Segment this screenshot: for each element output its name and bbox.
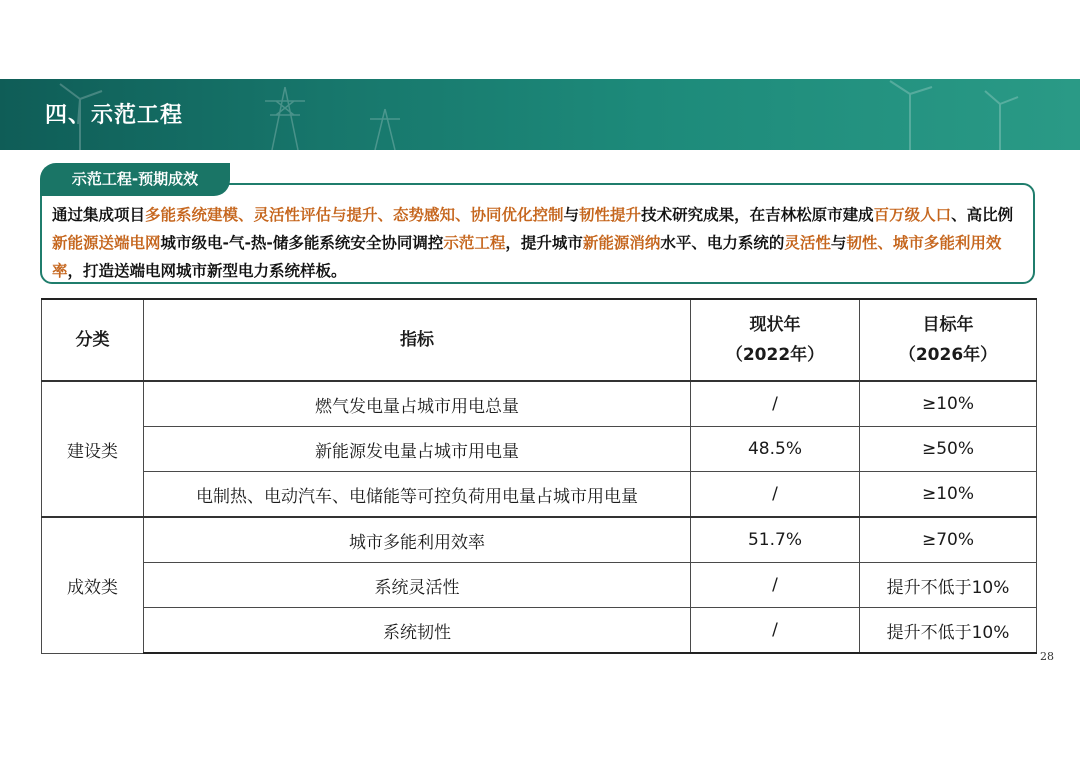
highlight-text: 示范工程 — [443, 234, 506, 252]
current-value-cell: 48.5% — [691, 427, 860, 472]
summary-segment: ，提升城市 — [505, 234, 583, 252]
highlight-text: 灵活性 — [784, 234, 831, 252]
summary-segment: 通过集成项目 — [52, 206, 146, 224]
header-target-label: 目标年 — [922, 315, 974, 335]
current-value-cell: / — [691, 472, 860, 518]
table-row — [42, 563, 1037, 608]
current-value-cell: / — [691, 381, 860, 427]
header-target-year: （2026年） — [898, 345, 998, 365]
current-value-cell: 51.7% — [691, 517, 860, 563]
summary-segment: 与 — [563, 206, 580, 224]
table-header-row — [42, 299, 1037, 381]
power-tower-icon — [360, 79, 410, 150]
indicator-cell: 电制热、电动汽车、电储能等可控负荷用电量占城市用电量 — [144, 472, 691, 518]
summary-segment: 与 — [830, 234, 847, 252]
highlight-text: 多能系统建模、灵活性评估与提升、态势感知、协同优化控制 — [145, 206, 564, 224]
indicator-cell: 系统韧性 — [144, 608, 691, 654]
table-row — [42, 517, 1037, 563]
target-value-cell: ≥50% — [860, 427, 1037, 472]
power-tower-icon — [250, 79, 320, 150]
highlight-text: 韧性提升 — [579, 206, 642, 224]
summary-tag: 示范工程-预期成效 — [40, 163, 230, 196]
indicator-cell: 燃气发电量占城市用电总量 — [144, 381, 691, 427]
highlight-text: 新能源送端电网 — [52, 234, 161, 252]
wind-turbine-icon — [850, 79, 1050, 150]
target-value-cell: ≥10% — [860, 472, 1037, 518]
current-value-cell: / — [691, 608, 860, 654]
target-value-cell: 提升不低于10% — [860, 608, 1037, 654]
target-value-cell: 提升不低于10% — [860, 563, 1037, 608]
highlight-text: 韧性、城市多能利用效率 — [52, 234, 1002, 280]
table-row — [42, 381, 1037, 427]
page-title: 四、示范工程 — [45, 103, 184, 128]
highlight-text: 百万级人口 — [873, 206, 952, 224]
indicator-cell: 系统灵活性 — [144, 563, 691, 608]
indicator-cell: 新能源发电量占城市用电量 — [144, 427, 691, 472]
header-category: 分类 — [42, 299, 144, 381]
header-indicator: 指标 — [144, 299, 691, 381]
page-number: 28 — [1040, 650, 1054, 663]
indicator-table — [41, 298, 1037, 654]
table-row — [42, 472, 1037, 518]
table-row — [42, 427, 1037, 472]
summary-segment: 技术研究成果，在吉林松原市建成 — [641, 206, 874, 224]
category-cell: 成效类 — [42, 517, 144, 653]
summary-segment: ，打造送端电网城市新型电力系统样板。 — [67, 262, 347, 280]
highlight-text: 新能源消纳 — [582, 234, 661, 252]
header-current — [691, 299, 860, 381]
indicator-cell: 城市多能利用效率 — [144, 517, 691, 563]
table-row — [42, 608, 1037, 654]
target-value-cell: ≥70% — [860, 517, 1037, 563]
summary-segment: 城市级电-气-热-储多能系统安全协同调控 — [160, 234, 444, 252]
category-cell: 建设类 — [42, 381, 144, 517]
summary-segment: 水平、电力系统的 — [660, 234, 785, 252]
header-target — [860, 299, 1037, 381]
target-value-cell: ≥10% — [860, 381, 1037, 427]
header-current-year: （2022年） — [725, 345, 825, 365]
header-current-label: 现状年 — [749, 315, 801, 335]
summary-text — [52, 201, 1027, 285]
summary-segment: 、高比例 — [951, 206, 1014, 224]
current-value-cell: / — [691, 563, 860, 608]
